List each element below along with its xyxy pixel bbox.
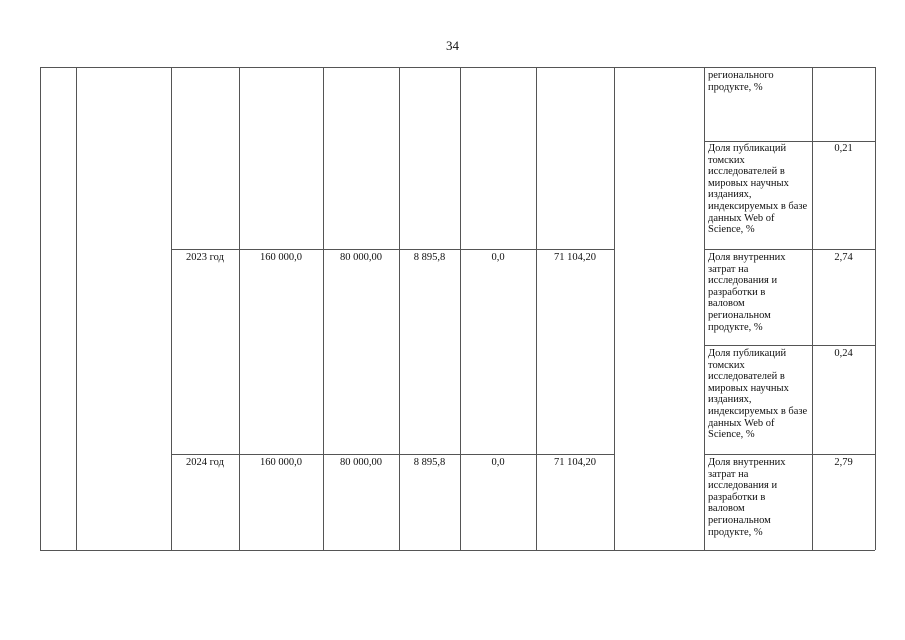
indicator-cell: регионального продукте, % — [708, 70, 774, 93]
value-cell: 2,74 — [834, 252, 853, 263]
col-border — [812, 67, 813, 550]
row-border — [171, 454, 614, 455]
amount-cell: 160 000,0 — [260, 252, 302, 263]
page-number: 34 — [446, 38, 459, 53]
amount-cell: 8 895,8 — [413, 252, 446, 263]
amount-cell: 160 000,0 — [260, 457, 302, 468]
year-cell: 2024 год — [186, 457, 224, 468]
indicator-cell: Доля публикаций томских исследователей в мировых научных изданиях, индексируемых в базе данных Web of Science, % — [708, 348, 808, 441]
col-border — [460, 67, 461, 550]
col-border — [704, 67, 705, 550]
amount-cell: 8 895,8 — [413, 457, 446, 468]
col-border — [40, 67, 41, 550]
col-border — [614, 67, 615, 550]
row-border — [704, 141, 875, 142]
indicator-cell: Доля внутренних затрат на исследования и разработки в валовом региональном продукте, % — [708, 457, 786, 538]
amount-cell: 71 104,20 — [554, 457, 596, 468]
table-top-border — [40, 67, 875, 68]
indicator-cell: Доля внутренних затрат на исследования и разработки в валовом региональном продукте, % — [708, 252, 786, 333]
table-bottom-border — [40, 550, 875, 551]
value-cell: 0,21 — [834, 143, 853, 154]
indicator-cell: Доля публикаций томских исследователей в мировых научных изданиях, индексируемых в базе данных Web of Science, % — [708, 143, 808, 236]
amount-cell: 80 000,00 — [340, 457, 382, 468]
row-border — [704, 249, 875, 250]
col-border — [171, 67, 172, 550]
row-border — [704, 454, 875, 455]
year-cell: 2023 год — [186, 252, 224, 263]
value-cell: 2,79 — [834, 457, 853, 468]
amount-cell: 71 104,20 — [554, 252, 596, 263]
col-border — [239, 67, 240, 550]
amount-cell: 0,0 — [491, 457, 505, 468]
col-border — [76, 67, 77, 550]
amount-cell: 0,0 — [491, 252, 505, 263]
col-border — [875, 67, 876, 550]
amount-cell: 80 000,00 — [340, 252, 382, 263]
value-cell: 0,24 — [834, 348, 853, 359]
col-border — [536, 67, 537, 550]
row-border — [171, 249, 614, 250]
col-border — [323, 67, 324, 550]
row-border — [704, 345, 875, 346]
col-border — [399, 67, 400, 550]
